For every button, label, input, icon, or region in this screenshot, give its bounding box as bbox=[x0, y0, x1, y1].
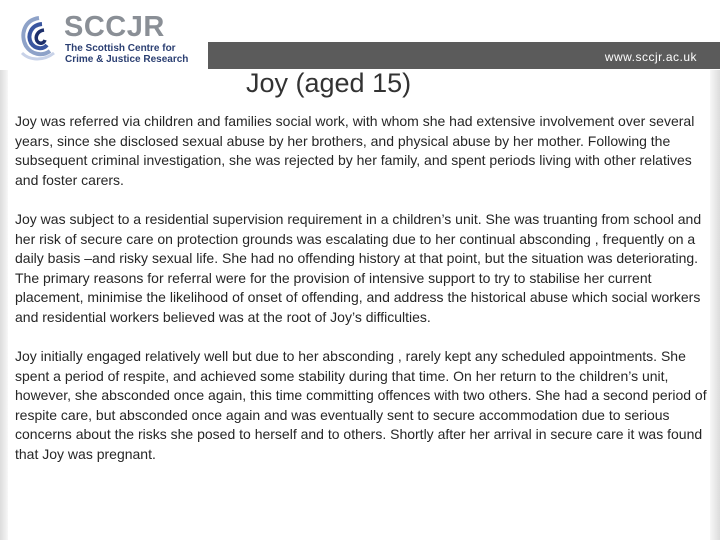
website-url: www.sccjr.ac.uk bbox=[604, 50, 697, 64]
slide-title: Joy (aged 15) bbox=[246, 68, 412, 98]
swirl-logo-icon bbox=[14, 13, 64, 63]
slide-body bbox=[15, 112, 709, 484]
left-edge-shading bbox=[0, 70, 8, 540]
logo-name: SCCJR bbox=[64, 11, 165, 43]
right-edge-shading bbox=[710, 70, 720, 540]
paragraph-3: Joy initially engaged relatively well but due to her absconding , rarely kept any scheduled appointments. She spent a period of respite, and achieved some stability during that time. On her return to the children’s unit, however, she absconded once again, this time committing offences with two others. She had a second period of respite care, but absconded once again and was eventually sent to secure accommodation due to serious concerns about the risks she posed to herself and to others. Shortly after her arrival in secure care it was found that Joy was pregnant. bbox=[15, 348, 707, 462]
sccjr-logo bbox=[10, 9, 206, 66]
logo-subtitle bbox=[65, 43, 205, 65]
logo-subtitle-line1: The Scottish Centre for bbox=[65, 43, 176, 54]
logo-subtitle-line2: Crime & Justice Research bbox=[65, 54, 189, 65]
paragraph-1: Joy was referred via children and families social work, with whom she had extensive involvement over several years, since she disclosed sexual abuse by her brothers, and physical abuse by her mother. Following the subsequent criminal investigation, she was rejected by her family, and spent periods living with other relatives and foster carers. bbox=[15, 113, 695, 188]
paragraph-2: Joy was subject to a residential supervision requirement in a children’s unit. She was truanting from school and her risk of secure care on protection grounds was escalating due to her continual absconding , frequently on a daily basis –and risky sexual life. She had no offending history at that point, but the situation was deteriorating. The primary reasons for referral were for the provision of intensive support to try to stabilise her current placement, minimise the likelihood of onset of offending, and address the historical abuse which social workers and residential workers believed was at the root of Joy’s difficulties. bbox=[15, 211, 702, 325]
